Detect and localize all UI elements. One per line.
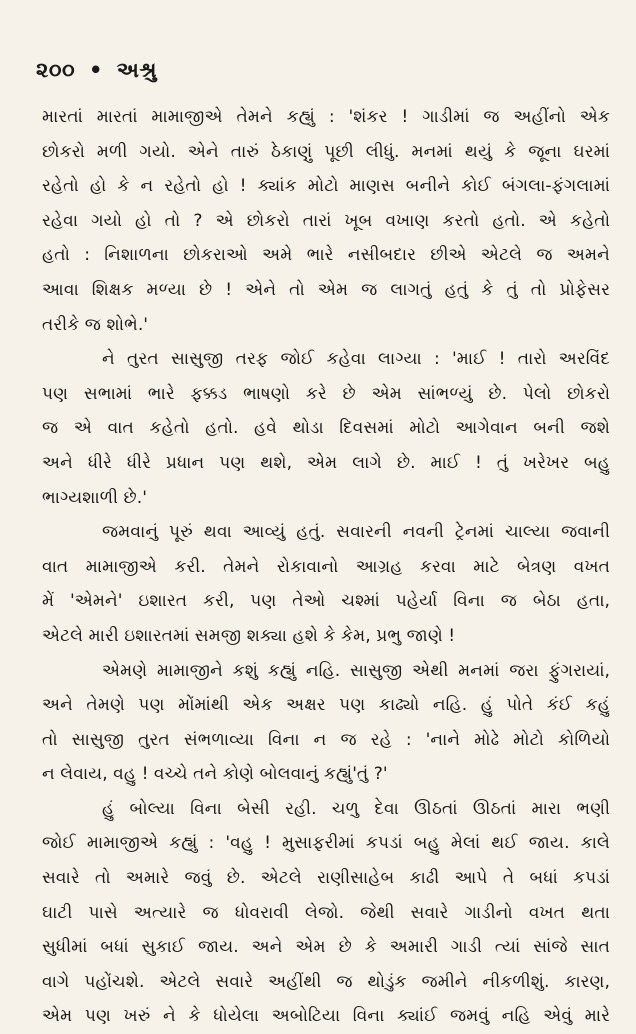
text-line: હતો : નિશાળના છોકરાઓ અમે ભારે નસીબદાર છીએ એટલે જ અમને	[42, 245, 610, 266]
text-line: ન લેવાય, વહુ ! વચ્ચે તને કોણે બોલવાનું કહ્યું'તું ?'	[42, 764, 388, 785]
header-bullet: •	[88, 58, 103, 82]
text-line: જમવાનું પૂરું થવા આવ્યું હતું. સવારની નવની ટ્રેનમાં ચાલ્યા જવાની	[102, 522, 610, 543]
text-line: છોકરો મળી ગયો. એને તારું ઠેકાણું પૂછી લીધું. મનમાં થયું કે જૂના ઘરમાં	[42, 141, 610, 162]
text-line: સવારે તો અમારે જવું છે. એટલે રાણીસાહેબ કાઢી આપે તે બધાં કપડાં	[42, 868, 610, 889]
book-title: અશ્રુ	[116, 58, 157, 82]
text-line: એટલે મારી ઇશારતમાં સમજી શક્યા હશે કે કેમ, પ્રભુ જાણે !	[42, 625, 456, 646]
page-header	[36, 58, 157, 83]
text-line: મારતાં મારતાં મામાજીએ તેમને કહ્યું : 'શંકર ! ગાડીમાં જ અહીંનો એક	[42, 107, 610, 127]
text-line: હું બોલ્યા વિના બેસી રહી. ચળુ દેવા ઊઠતાં ઊઠતાં મારા ભણી	[102, 798, 610, 819]
text-line: અને ધીરે ધીરે પ્રધાન પણ થશે, એમ લાગે છે. માઈ ! તું ખરેખર બહુ	[42, 452, 610, 473]
text-line: તરીકે જ શોભે.'	[42, 314, 149, 335]
text-line: વાગે પહોંચશે. એટલે સવારે અહીંથી જ થોડુંક જમીને નીકળીશું. કારણ,	[42, 971, 610, 992]
text-line: વાત મામાજીએ કરી. તેમને રોકાવાનો આગ્રહ કરવા માટે બેત્રણ વખત	[42, 556, 610, 577]
text-line: પણ સભામાં ભારે ફક્કડ ભાષણો કરે છે એમ સાંભળ્યું છે. પેલો છોકરો	[42, 383, 610, 404]
text-line: મેં 'એમને' ઇશારત કરી, પણ તેઓ ચશ્માં પહેર્યા વિના જ બેઠા હતા,	[42, 591, 610, 612]
text-line: ને તુરત સાસુજી તરફ જોઈ કહેવા લાગ્યા : 'માઈ ! તારો અરવિંદ	[102, 349, 610, 370]
page-body-text	[42, 100, 610, 1034]
text-line: ભાગ્યશાળી છે.'	[42, 487, 147, 508]
text-line: જોઈ મામાજીએ કહ્યું : 'વહુ ! મુસાફરીમાં કપડાં બહુ મેલાં થઈ જાય. કાલે	[42, 833, 610, 854]
page-number: ૨૦૦	[36, 58, 76, 82]
text-line: રહેતો હો કે ન રહેતો હો ! ક્યાંક મોટો માણસ બનીને કોઈ બંગલા-ફંગલામાં	[42, 176, 610, 197]
text-line: તો સાસુજી તુરત સંભળાવ્યા વિના ન જ રહે : 'નાને મોઢે મોટો કોળિયો	[42, 729, 610, 750]
text-line: એમ પણ ખરું ને કે ધોયેલા અબોટિયા વિના ક્યાંઈ જમવું નહિ એવું મારે	[42, 1006, 610, 1027]
text-line: સુધીમાં બધાં સુકાઈ જાય. અને એમ છે કે અમારી ગાડી ત્યાં સાંજે સાત	[42, 937, 610, 958]
text-line: ઘાટી પાસે અત્યારે જ ધોવરાવી લેજો. જેથી સવારે ગાડીનો વખત થતા	[42, 902, 610, 923]
text-line: રહેવા ગયો હો તો ? એ છોકરો તારાં ખૂબ વખાણ કરતો હતો. એ કહેતો	[42, 210, 610, 231]
text-line: આવા શિક્ષક મળ્યા છે ! એને તો એમ જ લાગતું હતું કે તું તો પ્રોફેસર	[42, 279, 610, 300]
text-line: એમણે મામાજીને કશું કહ્યું નહિ. સાસુજી એથી મનમાં જરા ફુંગરાયાં,	[102, 660, 610, 681]
text-line: અને તેમણે પણ મોંમાંથી એક અક્ષર પણ કાઢ્યો નહિ. હું પોતે કંઈ કહું	[42, 695, 610, 716]
text-line: જ એ વાત કહેતો હતો. હવે થોડા દિવસમાં મોટો આગેવાન બની જશે	[42, 418, 610, 439]
